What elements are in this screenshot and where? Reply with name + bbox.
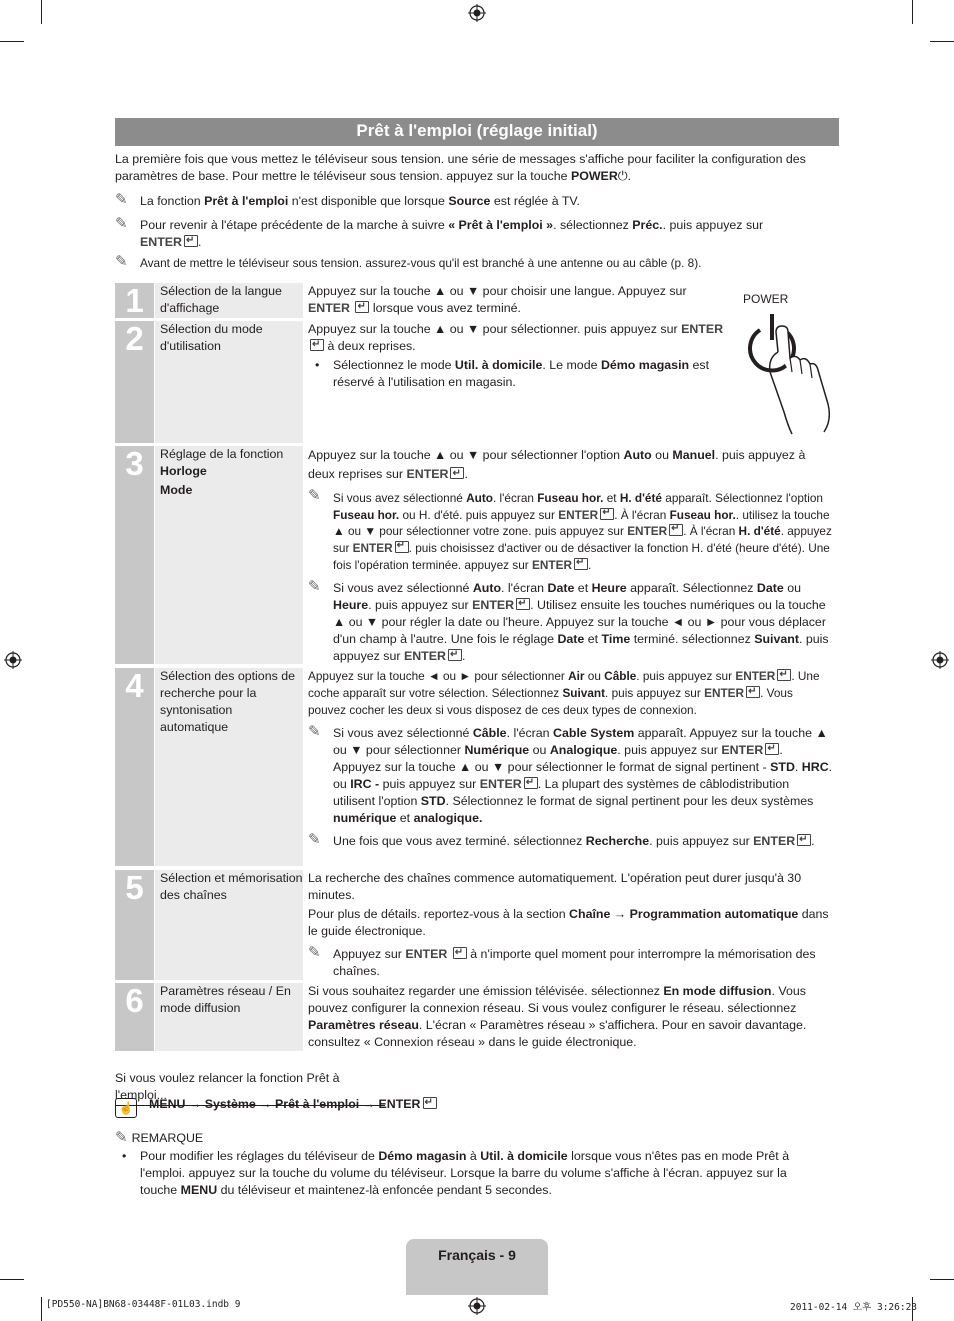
enter-icon (524, 777, 538, 789)
list-item: • Sélectionnez le mode Util. à domicile. Le mode Démo magasin est réservé à l'utilisation en magasin. (333, 357, 733, 391)
enter-icon (423, 1097, 437, 1109)
enter-icon (669, 524, 683, 536)
enter-icon (453, 947, 467, 959)
pencil-note-icon: ✎ (308, 577, 321, 595)
relaunch-heading: Si vous voulez relancer la fonction Prêt à l'emploi... (115, 1070, 385, 1106)
enter-icon (450, 467, 464, 479)
enter-icon (395, 541, 409, 553)
note: ✎ Si vous avez sélectionné Câble. l'écran Cable System apparaît. Appuyez sur la touche ▲ ou ▼ pour sélectionner Numérique ou Analogique. puis appuyez sur ENTER↵ . Appuyez sur la touche ▲ ou ▼ pour sélectionner le format de signal pertinent - STD. HRC. ou IRC - puis appuyez sur ENTER↵ . La plupart des systèmes de câblodistribution utilisent l'option STD. Sélectionnez le format de signal pertinent pour les deux systèmes numérique et analogique. (308, 725, 833, 827)
crop-mark (930, 41, 954, 42)
pencil-note-icon: ✎ (308, 723, 321, 740)
step-row (115, 283, 841, 318)
crop-mark (912, 0, 913, 24)
enter-icon (765, 743, 779, 755)
step-label: Sélection de la langue d'affichage (155, 283, 303, 318)
print-slug-date: 2011-02-14 오후 3:26:23 (790, 1302, 918, 1313)
enter-icon (746, 686, 760, 698)
intro-paragraph: La première fois que vous mettez le téléviseur sous tension. une série de messages s'affiche pour faciliter la configuration des paramètres de base. Pour mettre le téléviseur sous tension. appuyez sur la touche POWER⏻. (115, 152, 806, 183)
pencil-note-icon: ✎ (115, 215, 128, 232)
step-number: 1 (115, 283, 154, 318)
pencil-note-icon: ✎ (308, 487, 321, 504)
enter-icon (777, 669, 791, 681)
step-label: Paramètres réseau / En mode diffusion (155, 983, 303, 1051)
pencil-note-icon: ✎ (115, 253, 128, 270)
enter-icon (184, 235, 198, 247)
step-label: Sélection des options de recherche pour la syntonisation automatique (155, 668, 303, 866)
note: ✎ Appuyez sur ENTER ↵ à n'importe quel moment pour interrompre la mémorisation des chaînes. (308, 946, 833, 980)
enter-icon (355, 301, 369, 313)
note: ✎ Une fois que vous avez terminé. sélectionnez Recherche. puis appuyez sur ENTER↵ . (308, 833, 833, 850)
step-label: Réglage de la fonction Horloge Mode (155, 446, 303, 664)
crop-mark (0, 1279, 24, 1280)
remark-heading: ✎ REMARQUE (115, 1129, 204, 1146)
pencil-note-icon: ✎ (115, 1129, 128, 1146)
enter-icon (600, 508, 614, 520)
step-body: Appuyez sur la touche ▲ ou ▼ pour sélectionner. puis appuyez sur ENTER↵ à deux reprises. • Sélectionnez le mode Util. à domicile. Le mode Démo magasin est réservé à l'utilisation en magasin. (308, 321, 733, 391)
step-body: Appuyez sur la touche ▲ ou ▼ pour sélectionner l'option Auto ou Manuel. puis appuyez à deux reprises sur ENTER↵ . ✎ Si vous avez sélectionné Auto. l'écran Fuseau hor. et H. d'été apparaît. Sélectionnez l'option Fuseau hor. ou H. d'été. puis appuyez sur ENTER↵ . À l'écran Fuseau hor.. utilisez la touche ▲ ou ▼ pour sélectionner votre zone. puis appuyez sur ENTER↵ . À l'écran H. d'été. appuyez sur ENTER↵ . puis choisissez d'activer ou de désactiver la fonction H. d'été (heure d'été). Une fois l'opération terminée. appuyez sur ENTER↵ . ✎ Si vous avez sélectionné Auto. l'écran Date et Heure apparaît. Sélectionnez Date ou Heure. puis appuyez sur ENTER↵ . Utilisez ensuite les touches numériques ou la touche ▲ ou ▼ pour régler la date ou l'heure. Appuyez sur la touche ◄ ou ► pour vous déplacer d'un champ à l'autre. Une fois le réglage Date et Time terminé. sélectionnez Suivant. puis appuyez sur ENTER↵ . (308, 446, 833, 665)
step-body: Appuyez sur la touche ◄ ou ► pour sélectionner Air ou Câble. puis appuyez sur ENTER↵ . Une coche apparaît sur votre sélection. Sélectionnez Suivant. puis appuyez sur ENTER↵ . Vous pouvez cocher les deux si vous disposez de ces deux types de connexion. ✎ Si vous avez sélectionné Câble. l'écran Cable System apparaît. Appuyez sur la touche ▲ ou ▼ pour sélectionner Numérique ou Analogique. puis appuyez sur ENTER↵ . Appuyez sur la touche ▲ ou ▼ pour sélectionner le format de signal pertinent - STD. HRC. ou IRC - puis appuyez sur ENTER↵ . La plupart des systèmes de câblodistribution utilisent l'option STD. Sélectionnez le format de signal pertinent pour les deux systèmes numérique et analogique. ✎ Une fois que vous avez terminé. sélectionnez Recherche. puis appuyez sur ENTER↵ . (308, 668, 833, 850)
registration-mark-icon (468, 1297, 486, 1315)
enter-icon (516, 598, 530, 610)
crop-mark (930, 1279, 954, 1280)
menu-path: ☝ MENU → Système → Prêt à l'emploi → ENTER↵ (115, 1096, 437, 1118)
section-title: Prêt à l'emploi (réglage initial) (115, 118, 839, 146)
remark-text: • Pour modifier les réglages du téléviseur de Démo magasin à Util. à domicile lorsque vous n'êtes pas en mode Prêt à l'emploi. appuyez sur la touche du volume du téléviseur. Lorsque la barre du volume s'affiche à l'écran. appuyez sur la touche MENU du téléviseur et maintenez-là enfoncée pendant 5 secondes. (140, 1148, 820, 1199)
note: ✎ La fonction Prêt à l'emploi n'est disponible que lorsque Source est réglée à TV. (115, 191, 580, 208)
enter-icon (448, 649, 462, 661)
enter-icon (310, 339, 324, 351)
power-label: POWER (743, 292, 789, 306)
step-row (115, 668, 841, 866)
step-row (115, 870, 841, 980)
crop-mark (41, 0, 42, 24)
registration-mark-icon (4, 651, 22, 669)
pencil-note-icon: ✎ (308, 944, 321, 961)
enter-icon (797, 834, 811, 846)
hand-pointer-icon: ☝ (115, 1098, 137, 1118)
page-number-tab: Français - 9 (406, 1239, 548, 1295)
step-label: Sélection et mémorisation des chaînes (155, 870, 303, 980)
note: ✎ Avant de mettre le téléviseur sous tension. assurez-vous qu'il est branché à une antenne ou au câble (p. 8). (115, 253, 702, 270)
step-body: Appuyez sur la touche ▲ ou ▼ pour choisir une langue. Appuyez sur ENTER ↵ lorsque vous avez terminé. (308, 283, 713, 317)
step-number: 5 (115, 870, 154, 980)
step-number: 4 (115, 668, 154, 866)
pencil-note-icon: ✎ (115, 191, 128, 208)
note: ✎ Si vous avez sélectionné Auto. l'écran Fuseau hor. et H. d'été apparaît. Sélectionnez l'option Fuseau hor. ou H. d'été. puis appuyez sur ENTER↵ . À l'écran Fuseau hor.. utilisez la touche ▲ ou ▼ pour sélectionner votre zone. puis appuyez sur ENTER↵ . À l'écran H. d'été. appuyez sur ENTER↵ . puis choisissez d'activer ou de désactiver la fonction H. d'été (heure d'été). Une fois l'opération terminée. appuyez sur ENTER↵ . (308, 490, 833, 574)
print-slug-file: [PD550-NA]BN68-03448F-01L03.indb 9 (46, 1299, 241, 1310)
pencil-note-icon: ✎ (308, 831, 321, 848)
crop-mark (41, 1297, 42, 1321)
note: ✎ Si vous avez sélectionné Auto. l'écran Date et Heure apparaît. Sélectionnez Date ou Heure. puis appuyez sur ENTER↵ . Utilisez ensuite les touches numériques ou la touche ▲ ou ▼ pour régler la date ou l'heure. Appuyez sur la touche ◄ ou ► pour vous déplacer d'un champ à l'autre. Une fois le réglage Date et Time terminé. sélectionnez Suivant. puis appuyez sur ENTER↵ . (308, 580, 833, 665)
step-row (115, 321, 841, 443)
step-row (115, 446, 841, 664)
step-number: 3 (115, 446, 154, 664)
step-body: Si vous souhaitez regarder une émission télévisée. sélectionnez En mode diffusion. Vous pouvez configurer la connexion réseau. Si vous voulez configurer le réseau. sélectionnez Paramètres réseau. L'écran « Paramètres réseau » s'affichera. Pour en savoir davantage. consultez « Connexion réseau » dans le guide électronique. (308, 984, 807, 1049)
registration-mark-icon (468, 4, 486, 22)
note: ✎ Pour revenir à l'étape précédente de la marche à suivre « Prêt à l'emploi ». sélectionnez Préc.. puis appuyez sur ENTER↵ . (115, 217, 815, 251)
crop-mark (0, 41, 24, 42)
power-icon: ⏻ (617, 169, 628, 183)
enter-icon (574, 558, 588, 570)
step-number: 6 (115, 983, 154, 1051)
step-row (115, 983, 841, 1051)
registration-mark-icon (931, 651, 949, 669)
step-label: Sélection du mode d'utilisation (155, 321, 303, 443)
step-body: La recherche des chaînes commence automatiquement. L'opération peut durer jusqu'à 30 minutes. Pour plus de détails. reportez-vous à la section Chaîne → Programmation automatique dans le guide électronique. ✎ Appuyez sur ENTER ↵ à n'importe quel moment pour interrompre la mémorisation des chaînes. (308, 870, 833, 980)
step-number: 2 (115, 321, 154, 443)
